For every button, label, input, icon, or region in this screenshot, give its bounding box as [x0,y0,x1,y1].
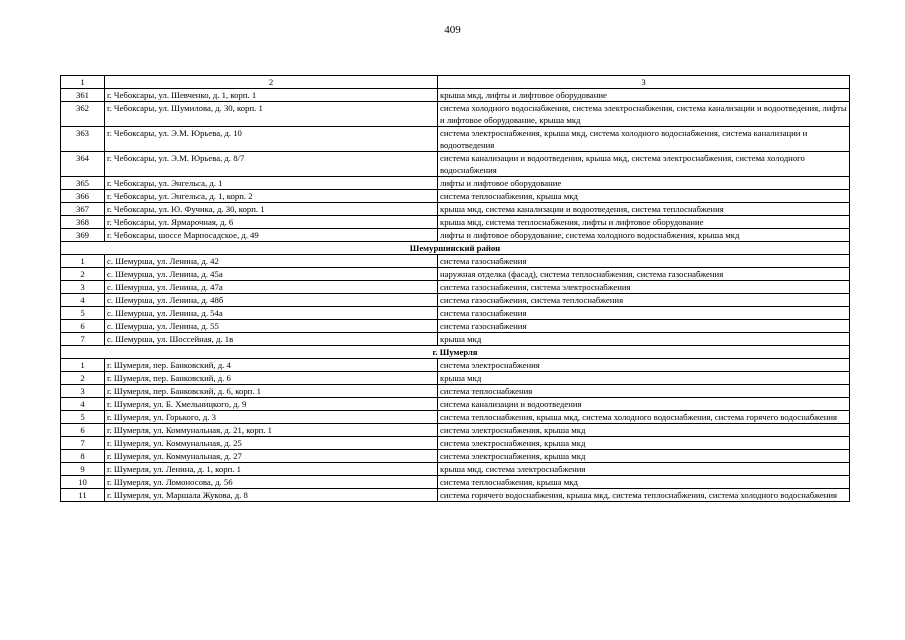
building-address: г. Чебоксары, шоссе Марпосадское, д. 49 [105,229,438,242]
building-address: с. Шемурша, ул. Ленина, д. 48б [105,294,438,307]
table-row [61,229,850,242]
building-systems: система газоснабжения, система электроснабжения [438,281,850,294]
row-number: 369 [61,229,105,242]
table-row [61,294,850,307]
building-systems: система газоснабжения [438,320,850,333]
building-address: г. Чебоксары, ул. Ярмарочная, д. 6 [105,216,438,229]
row-number: 5 [61,307,105,320]
table-row [61,437,850,450]
building-systems: крыша мкд [438,372,850,385]
building-systems: система теплоснабжения, крыша мкд [438,190,850,203]
row-number: 1 [61,255,105,268]
table-row [61,463,850,476]
building-systems: крыша мкд, лифты и лифтовое оборудование [438,89,850,102]
building-address: г. Шумерля, пер. Банковский, д. 4 [105,359,438,372]
row-number: 6 [61,320,105,333]
row-number: 8 [61,450,105,463]
row-number: 5 [61,411,105,424]
buildings-table [60,75,850,502]
row-number: 366 [61,190,105,203]
section-heading-row [61,242,850,255]
building-systems: система газоснабжения [438,255,850,268]
table-row [61,190,850,203]
building-systems: система горячего водоснабжения, крыша мкд, система теплоснабжения, система холодного водоснабжения [438,489,850,502]
table-row [61,320,850,333]
building-systems: крыша мкд, система канализации и водоотведения, система теплоснабжения [438,203,850,216]
building-address: г. Шумерля, пер. Банковский, д. 6, корп. 1 [105,385,438,398]
building-systems: система холодного водоснабжения, система электроснабжения, система канализации и водоотведения, лифты и лифтовое оборудование, крыша мкд [438,102,850,127]
row-number: 363 [61,127,105,152]
building-address: г. Чебоксары, ул. Энгельса, д. 1, корп. 2 [105,190,438,203]
building-address: с. Шемурша, ул. Ленина, д. 45а [105,268,438,281]
table-row [61,102,850,127]
row-number: 364 [61,152,105,177]
table-row [61,450,850,463]
table-row [61,424,850,437]
table-row [61,372,850,385]
building-address: г. Шумерля, ул. Маршала Жукова, д. 8 [105,489,438,502]
building-systems: крыша мкд, система электроснабжения [438,463,850,476]
building-systems: система электроснабжения, крыша мкд [438,424,850,437]
building-address: г. Чебоксары, ул. Энгельса, д. 1 [105,177,438,190]
building-systems: крыша мкд [438,333,850,346]
row-number: 10 [61,476,105,489]
building-systems: система электроснабжения [438,359,850,372]
building-systems: крыша мкд, система теплоснабжения, лифты и лифтовое оборудование [438,216,850,229]
section-title: Шемуршинский район [61,242,850,255]
building-address: г. Чебоксары, ул. Шумилова, д. 30, корп. 1 [105,102,438,127]
table-row [61,476,850,489]
building-address: г. Шумерля, ул. Б. Хмельницкого, д. 9 [105,398,438,411]
table-row [61,216,850,229]
building-address: г. Чебоксары, ул. Э.М. Юрьева, д. 8/7 [105,152,438,177]
building-systems: лифты и лифтовое оборудование [438,177,850,190]
column-number-1: 1 [61,76,105,89]
row-number: 1 [61,359,105,372]
table-row [61,359,850,372]
building-address: г. Чебоксары, ул. Э.М. Юрьева, д. 10 [105,127,438,152]
building-address: г. Шумерля, ул. Горького, д. 3 [105,411,438,424]
building-systems: лифты и лифтовое оборудование, система холодного водоснабжения, крыша мкд [438,229,850,242]
table-row [61,203,850,216]
row-number: 2 [61,372,105,385]
building-systems: система газоснабжения, система теплоснабжения [438,294,850,307]
building-address: г. Шумерля, ул. Ленина, д. 1, корп. 1 [105,463,438,476]
table-row [61,281,850,294]
building-systems: наружная отделка (фасад), система теплоснабжения, система газоснабжения [438,268,850,281]
building-address: с. Шемурша, ул. Шоссейная, д. 1в [105,333,438,346]
table-row [61,268,850,281]
building-address: г. Шумерля, ул. Ломоносова, д. 56 [105,476,438,489]
building-systems: система канализации и водоотведения, крыша мкд, система электроснабжения, система холодного водоснабжения [438,152,850,177]
row-number: 3 [61,281,105,294]
building-address: с. Шемурша, ул. Ленина, д. 55 [105,320,438,333]
table-row [61,127,850,152]
table-row [61,152,850,177]
table-row [61,489,850,502]
table-row [61,177,850,190]
building-address: г. Шумерля, ул. Коммунальная, д. 21, корп. 1 [105,424,438,437]
column-numbers-row [61,76,850,89]
table-row [61,411,850,424]
section-heading-row [61,346,850,359]
table-body [61,76,850,502]
page-number: 409 [444,24,461,36]
row-number: 362 [61,102,105,127]
building-systems: система электроснабжения, крыша мкд [438,450,850,463]
table-row [61,307,850,320]
row-number: 4 [61,398,105,411]
section-title: г. Шумерля [61,346,850,359]
building-address: с. Шемурша, ул. Ленина, д. 54а [105,307,438,320]
column-number-3: 3 [438,76,850,89]
row-number: 2 [61,268,105,281]
table-row [61,398,850,411]
row-number: 7 [61,333,105,346]
row-number: 9 [61,463,105,476]
building-address: г. Шумерля, ул. Коммунальная, д. 27 [105,450,438,463]
building-systems: система газоснабжения [438,307,850,320]
building-address: с. Шемурша, ул. Ленина, д. 42 [105,255,438,268]
row-number: 365 [61,177,105,190]
building-systems: система теплоснабжения, крыша мкд, система холодного водоснабжения, система горячего водоснабжения [438,411,850,424]
building-address: г. Шумерля, пер. Банковский, д. 6 [105,372,438,385]
building-systems: система электроснабжения, крыша мкд, система холодного водоснабжения, система канализации и водоотведения [438,127,850,152]
table-row [61,255,850,268]
row-number: 11 [61,489,105,502]
table-row [61,385,850,398]
building-systems: система канализации и водоотведения [438,398,850,411]
row-number: 368 [61,216,105,229]
column-number-2: 2 [105,76,438,89]
building-address: г. Чебоксары, ул. Шевченко, д. 1, корп. 1 [105,89,438,102]
table-row [61,333,850,346]
building-systems: система теплоснабжения [438,385,850,398]
building-systems: система теплоснабжения, крыша мкд [438,476,850,489]
row-number: 3 [61,385,105,398]
building-address: г. Чебоксары, ул. Ю. Фучика, д. 30, корп. 1 [105,203,438,216]
building-systems: система электроснабжения, крыша мкд [438,437,850,450]
row-number: 4 [61,294,105,307]
row-number: 361 [61,89,105,102]
building-address: г. Шумерля, ул. Коммунальная, д. 25 [105,437,438,450]
building-address: с. Шемурша, ул. Ленина, д. 47а [105,281,438,294]
table-row [61,89,850,102]
row-number: 367 [61,203,105,216]
row-number: 6 [61,424,105,437]
row-number: 7 [61,437,105,450]
